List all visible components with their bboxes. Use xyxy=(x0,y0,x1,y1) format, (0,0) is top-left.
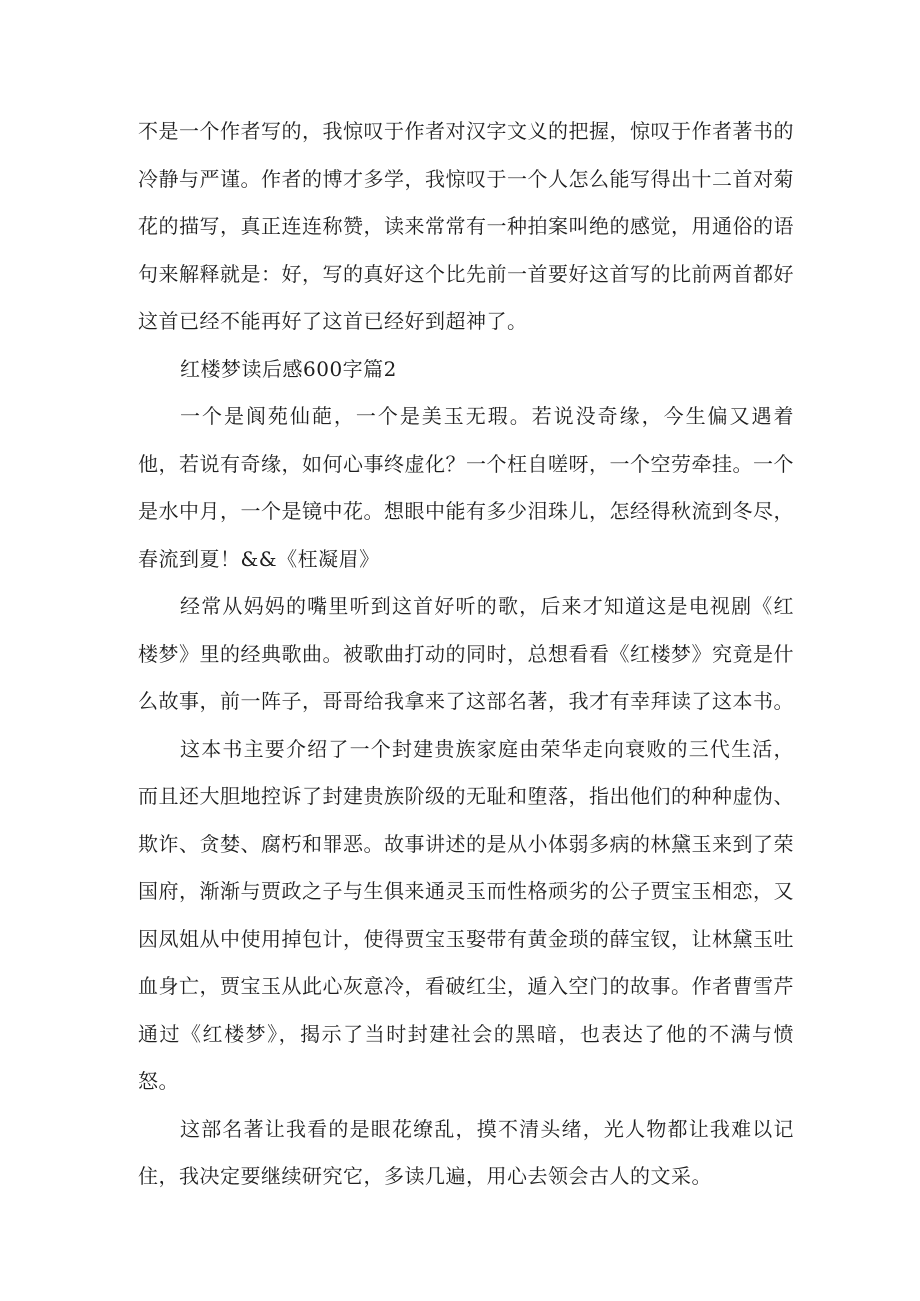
closing-paragraph: 这部名著让我看的是眼花缭乱，摸不清头绪，光人物都让我难以记住，我决定要继续研究它，多读几遍，用心去领会古人的文采。 xyxy=(138,1116,794,1188)
poem-paragraph: 一个是阆苑仙葩，一个是美玉无瑕。若说没奇缘，今生偏又遇着他，若说有奇缘，如何心事终虚化？一个枉自嗟呀，一个空劳牵挂。一个是水中月，一个是镜中花。想眼中能有多少泪珠儿，怎经得秋流到冬尽，春流到夏！&&《枉凝眉》 xyxy=(138,404,794,571)
song-paragraph: 经常从妈妈的嘴里听到这首好听的歌，后来才知道这是电视剧《红楼梦》里的经典歌曲。被歌曲打动的同时，总想看看《红楼梦》究竟是什么故事，前一阵子，哥哥给我拿来了这部名著，我才有幸拜读了这本书。 xyxy=(138,594,794,713)
summary-paragraph: 这本书主要介绍了一个封建贵族家庭由荣华走向衰败的三代生活，而且还大胆地控诉了封建贵族阶级的无耻和堕落，指出他们的种种虚伪、欺诈、贪婪、腐朽和罪恶。故事讲述的是从小体弱多病的林黛玉来到了荣国府，渐渐与贾政之子与生俱来通灵玉而性格顽劣的公子贾宝玉相恋，又因凤姐从中使用掉包计，使得贾宝玉娶带有黄金琐的薛宝钗，让林黛玉吐血身亡，贾宝玉从此心灰意冷，看破红尘，遁入空门的故事。作者曹雪芹通过《红楼梦》，揭示了当时封建社会的黑暗，也表达了他的不满与愤怒。 xyxy=(138,736,794,1093)
intro-paragraph: 不是一个作者写的，我惊叹于作者对汉字文义的把握，惊叹于作者著书的冷静与严谨。作者的博才多学，我惊叹于一个人怎么能写得出十二首对菊花的描写，真正连连称赞，读来常常有一种拍案叫绝的感觉，用通俗的语句来解释就是：好，写的真好这个比先前一首要好这首写的比前两首都好这首已经不能再好了这首已经好到超神了。 xyxy=(138,119,794,333)
section-heading: 红楼梦读后感600字篇2 xyxy=(180,356,397,381)
document-page xyxy=(138,108,794,1201)
